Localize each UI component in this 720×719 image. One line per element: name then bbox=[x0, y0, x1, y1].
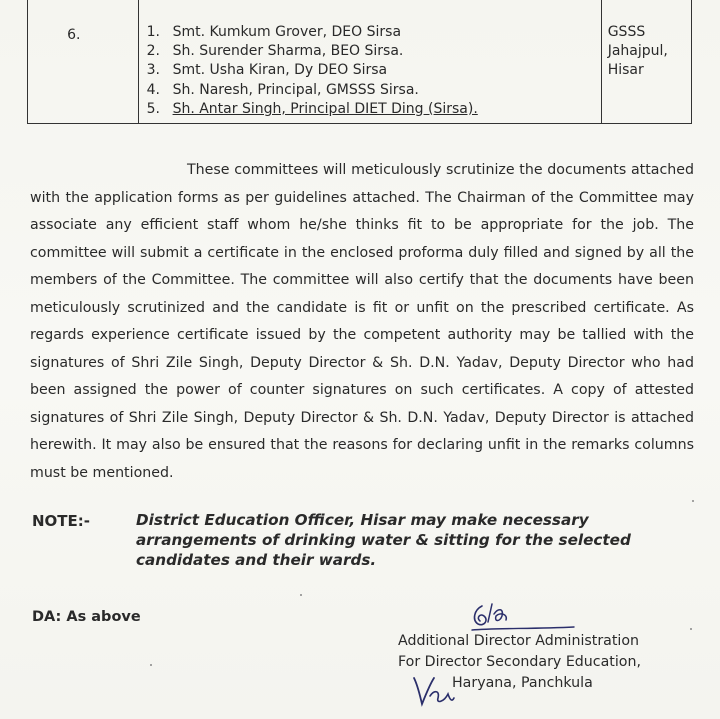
scan-speck bbox=[150, 664, 152, 666]
member-number: 5. bbox=[146, 100, 160, 117]
member-number: 1. bbox=[146, 24, 160, 40]
note-label: NOTE:- bbox=[32, 512, 91, 530]
list-item bbox=[147, 100, 601, 119]
signatory-designation: Additional Director Administration bbox=[398, 633, 640, 649]
member-name: Sh. Antar Singh, Principal DIET Ding (Sirsa). bbox=[172, 100, 478, 117]
list-item bbox=[147, 61, 601, 80]
member-number: 4. bbox=[146, 81, 160, 98]
members-cell bbox=[138, 0, 601, 124]
list-item bbox=[147, 81, 601, 100]
body-paragraph: These committees will meticulously scrutinize the documents attached with the application forms as per guidelines attached. The Chairman of the Committee may associate any efficient staff whom he/she thinks fit to be appropriate for the job. The committee will submit a certificate in the enclosed proforma duly filled and signed by all the members of the Committee. The committee will also certify that the documents have been meticulously scrutinized and the candidate is fit or unfit on the prescribed certificate. As regards experience certificate issued by the competent authority may be tallied with the signatures of Shri Zile Singh, Deputy Director & Sh. D.N. Yadav, Deputy Director who had been assigned the power of counter signatures on such certificates. A copy of attested signatures of Shri Zile Singh, Deputy Director & Sh. D.N. Yadav, Deputy Director is attached herewith. It may also be ensured that the reasons for declaring unfit in the remarks columns must be mentioned. bbox=[30, 162, 694, 481]
scan-speck bbox=[692, 500, 694, 502]
member-number: 2. bbox=[146, 43, 160, 60]
handwritten-initials bbox=[410, 672, 456, 708]
signatory-location: Haryana, Panchkula bbox=[452, 675, 593, 691]
scan-speck bbox=[300, 594, 302, 596]
member-list bbox=[139, 23, 601, 119]
serial-number-cell bbox=[28, 0, 139, 124]
venue-cell bbox=[601, 0, 691, 124]
venue-line: Hisar bbox=[607, 62, 644, 78]
member-name: Sh. Naresh, Principal, GMSSS Sirsa. bbox=[172, 81, 419, 98]
committee-table bbox=[27, 0, 692, 124]
list-item bbox=[147, 42, 601, 61]
enclosure-label: DA: As above bbox=[32, 609, 141, 625]
member-name: Smt. Usha Kiran, Dy DEO Sirsa bbox=[172, 62, 388, 79]
venue-line: GSSS bbox=[607, 24, 646, 40]
member-name: Smt. Kumkum Grover, DEO Sirsa bbox=[172, 24, 402, 40]
serial-number: 6. bbox=[67, 27, 81, 43]
venue-line: Jahajpul, bbox=[607, 43, 668, 59]
list-item bbox=[147, 23, 601, 42]
member-name: Sh. Surender Sharma, BEO Sirsa. bbox=[172, 43, 404, 60]
table-row bbox=[28, 0, 692, 124]
scan-speck bbox=[690, 628, 692, 630]
note-text: District Education Officer, Hisar may make necessary arrangements of drinking water & sitting for the selected candidates and their wards. bbox=[136, 511, 631, 569]
signatory-office: For Director Secondary Education, bbox=[398, 654, 641, 670]
member-number: 3. bbox=[146, 62, 160, 79]
